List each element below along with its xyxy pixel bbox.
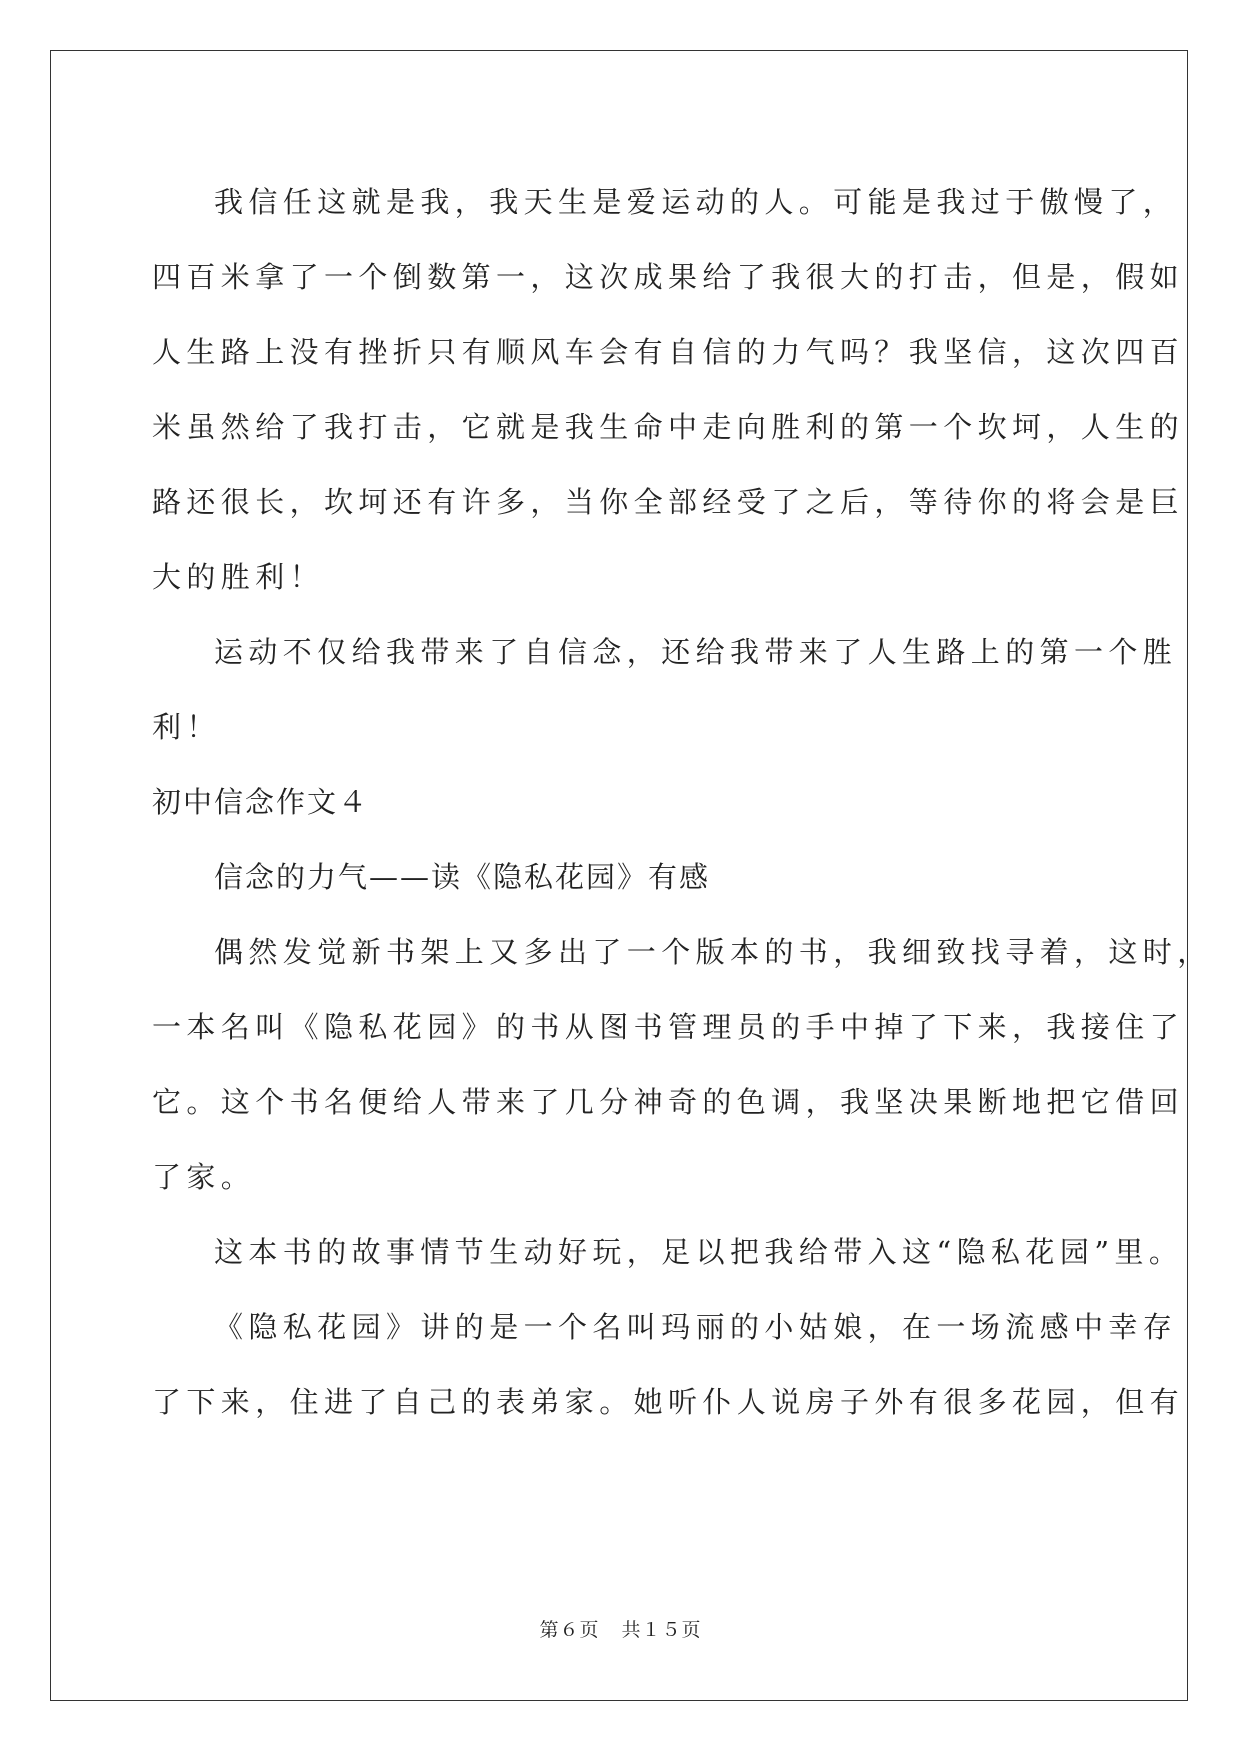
page-number: 第６页 (539, 1619, 600, 1641)
text-line: 了下来，住进了自己的表弟家。她听仆人说房子外有很多花园，但有 (152, 1385, 1185, 1419)
text-line: 一本名叫《隐私花园》的书从图书管理员的手中掉了下来，我接住了 (152, 1010, 1185, 1044)
text-line: 路还很长，坎坷还有许多，当你全部经受了之后，等待你的将会是巨 (152, 485, 1185, 519)
text-line: 我信任这就是我，我天生是爱运动的人。可能是我过于傲慢了， (214, 185, 1178, 219)
text-line: 大的胜利！ (152, 560, 325, 594)
text-line: 了家。 (152, 1160, 256, 1194)
text-line: 人生路上没有挫折只有顺风车会有自信的力气吗？我坚信，这次四百 (152, 335, 1185, 369)
text-line: 偶然发觉新书架上又多出了一个版本的书，我细致找寻着，这时， (214, 935, 1212, 969)
document-body (152, 165, 1212, 1440)
page-footer (0, 1615, 1241, 1642)
text-line: 四百米拿了一个倒数第一，这次成果给了我很大的打击，但是，假如 (152, 260, 1185, 294)
text-line: 这本书的故事情节生动好玩，足以把我给带入这“隐私花园”里。 (214, 1235, 1184, 1269)
text-line: 它。这个书名便给人带来了几分神奇的色调，我坚决果断地把它借回 (152, 1085, 1185, 1119)
section-heading: 初中信念作文４ (152, 785, 370, 819)
text-line: 利！ (152, 710, 221, 744)
text-line: 米虽然给了我打击，它就是我生命中走向胜利的第一个坎坷，人生的 (152, 410, 1185, 444)
essay-title: 信念的力气——读《隐私花园》有感 (214, 860, 711, 894)
text-line: 运动不仅给我带来了自信念，还给我带来了人生路上的第一个胜 (214, 635, 1178, 669)
text-line: 《隐私花园》讲的是一个名叫玛丽的小姑娘，在一场流感中幸存 (214, 1310, 1178, 1344)
page-total: 共１５页 (621, 1619, 702, 1641)
